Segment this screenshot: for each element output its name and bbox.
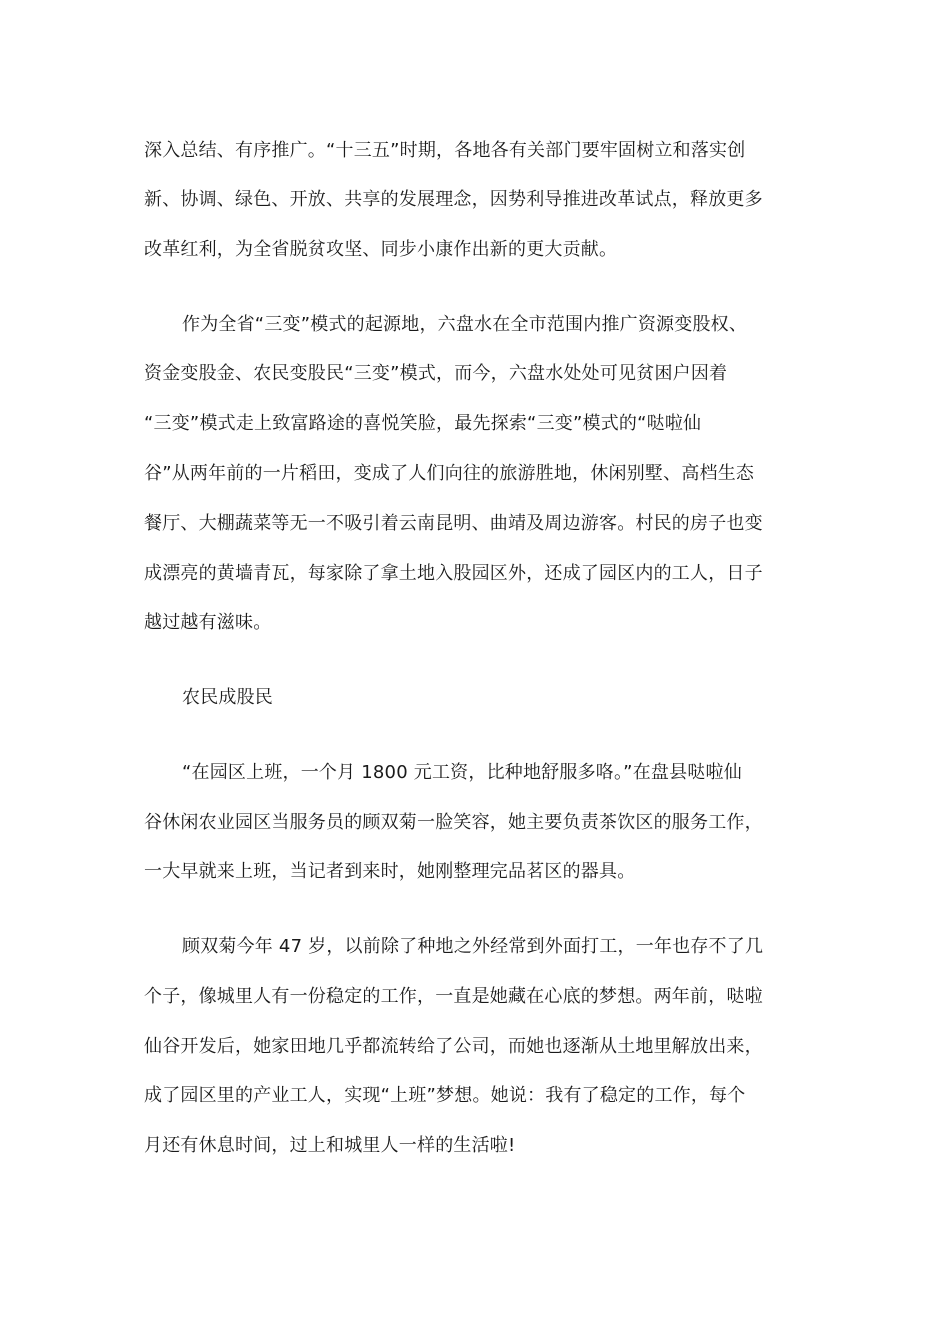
paragraph-2-line-5: 餐厅、大棚蔬菜等无一不吸引着云南昆明、曲靖及周边游客。村民的房子也变: [144, 513, 763, 534]
paragraph-1-line-2: 新、协调、绿色、开放、共享的发展理念，因势利导推进改革试点，释放更多: [144, 189, 763, 210]
paragraph-2-line-2: 资金变股金、农民变股民“三变”模式，而今，六盘水处处可见贫困户因着: [144, 363, 728, 384]
paragraph-1-line-1: 深入总结、有序推广。“十三五”时期，各地各有关部门要牢固树立和落实创: [144, 140, 746, 161]
paragraph-4-line-4: 成了园区里的产业工人，实现“上班”梦想。她说：我有了稳定的工作，每个: [144, 1085, 746, 1106]
paragraph-2-line-7: 越过越有滋味。: [144, 612, 272, 633]
paragraph-3-line-1: “在园区上班，一个月 1800 元工资，比种地舒服多咯。”在盘县哒啦仙: [182, 762, 742, 783]
paragraph-4-line-2: 个子，像城里人有一份稳定的工作，一直是她藏在心底的梦想。两年前，哒啦: [144, 986, 763, 1007]
paragraph-2-line-6: 成漂亮的黄墙青瓦，每家除了拿土地入股园区外，还成了园区内的工人，日子: [144, 563, 763, 584]
paragraph-2-line-1: 作为全省“三变”模式的起源地，六盘水在全市范围内推广资源变股权、: [182, 314, 748, 335]
paragraph-2-line-4: 谷”从两年前的一片稻田，变成了人们向往的旅游胜地，休闲别墅、高档生态: [144, 463, 755, 484]
paragraph-4-line-3: 仙谷开发后，她家田地几乎都流转给了公司，而她也逐渐从土地里解放出来，: [144, 1036, 763, 1057]
paragraph-2-line-3: “三变”模式走上致富路途的喜悦笑脸，最先探索“三变”模式的“哒啦仙: [144, 413, 702, 434]
paragraph-4-line-1: 顾双菊今年 47 岁，以前除了种地之外经常到外面打工，一年也存不了几: [182, 936, 764, 957]
paragraph-1-line-3: 改革红利，为全省脱贫攻坚、同步小康作出新的更大贡献。: [144, 239, 618, 260]
paragraph-3-line-3: 一大早就来上班，当记者到来时，她刚整理完品茗区的器具。: [144, 861, 636, 882]
section-heading: 农民成股民: [182, 687, 273, 708]
paragraph-3-line-2: 谷休闲农业园区当服务员的顾双菊一脸笑容，她主要负责茶饮区的服务工作，: [144, 812, 763, 833]
paragraph-4-line-5: 月还有休息时间，过上和城里人一样的生活啦!: [144, 1135, 516, 1156]
